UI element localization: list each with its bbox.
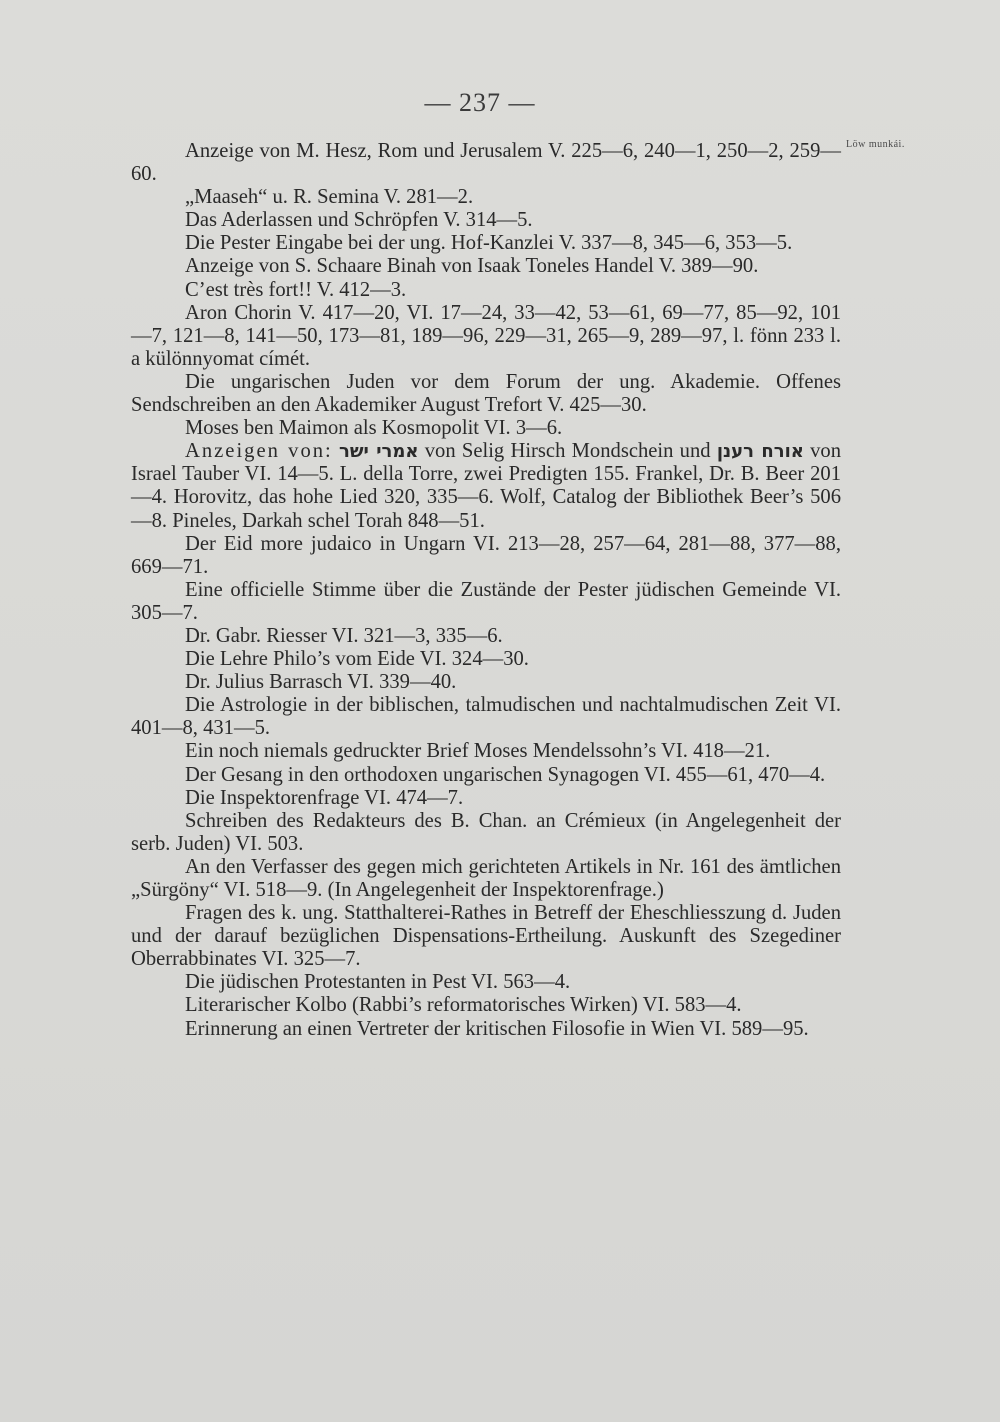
entry: Der Eid more judaico in Ungarn VI. 213—28, 257—64, 281—88, 377—88, 669—71. [131, 532, 841, 578]
entry: Schreiben des Redakteurs des B. Chan. an Crémieux (in Angelegenheit der serb. Juden) VI. 503. [131, 809, 841, 855]
entry: Literarischer Kolbo (Rabbi’s reformatorisches Wirken) VI. 583—4. [185, 994, 742, 1017]
entry: Eine officielle Stimme über die Zustände der Pester jüdischen Gemeinde VI. 305—7. [131, 578, 841, 624]
entry: Das Aderlassen und Schröpfen V. 314—5. [185, 209, 533, 232]
hebrew-title-1: אמרי ישר [339, 441, 419, 463]
entry: Die Pester Eingabe bei der ung. Hof-Kanzlei V. 337—8, 345—6, 353—5. [185, 232, 793, 255]
anzeigen-lead: Anzeigen von: [185, 440, 333, 463]
anzeigen-text-2: von Israel Tauber VI. 14—5. L. della Torre, zwei Predigten 155. Frankel, Dr. B. Beer 201—4. Horovitz, das hohe Lied 320, 335—6. Wolf, Catalog der Bibliothek Beer’s 506—8. Pineles, Darkah schel Torah 848—51. [131, 440, 842, 532]
entry: „Maaseh“ u. R. Semina V. 281—2. [185, 186, 474, 209]
entry: Die ungarischen Juden vor dem Forum der ung. Akademie. Offenes Sendschreiben an den Akademiker August Trefort V. 425—30. [131, 370, 841, 417]
hebrew-title-2: אורח רענן [716, 441, 804, 463]
entry: Anzeige von S. Schaare Binah von Isaak Toneles Handel V. 389—90. [185, 255, 759, 278]
entry: Dr. Gabr. Riesser VI. 321—3, 335—6. [185, 624, 503, 647]
anzeigen-entry [131, 440, 841, 532]
entry: Aron Chorin V. 417—20, VI. 17—24, 33—42, 53—61, 69—77, 85—92, 101—7, 121—8, 141—50, 173—81, 189—96, 229—31, 265—9, 289—97, l. fönn 233 l. a különnyomat címét. [131, 301, 841, 370]
entry: Moses ben Maimon als Kosmopolit VI. 3—6. [185, 417, 563, 440]
entry: Fragen des k. ung. Statthalterei-Rathes in Betreff der Eheschliesszung d. Juden und der darauf bezüglichen Dispensations-Ertheilung. Auskunft des Szegediner Oberrabbinates VI. 325—7. [131, 902, 841, 971]
entry: Die Lehre Philo’s vom Eide VI. 324—30. [185, 648, 529, 671]
entry: Erinnerung an einen Vertreter der kritischen Filosofie in Wien VI. 589—95. [185, 1017, 809, 1040]
entry: Anzeige von M. Hesz, Rom und Jerusalem V. 225—6, 240—1, 250—2, 259—60. [131, 140, 841, 186]
ownership-stamp: Löw munkái. [846, 139, 905, 150]
page-number: — 237 — [424, 88, 536, 117]
entry: Die jüdischen Protestanten in Pest VI. 563—4. [185, 971, 571, 994]
entry: C’est très fort!! V. 412—3. [185, 278, 407, 301]
index-entries [131, 140, 841, 1041]
entry: Ein noch niemals gedruckter Brief Moses Mendelssohn’s VI. 418—21. [185, 740, 771, 763]
entry: An den Verfasser des gegen mich gerichteten Artikels in Nr. 161 des ämtlichen „Sürgöny“ VI. 518—9. (In Angelegenheit der Inspektorenfrage.) [131, 855, 841, 901]
entry: Der Gesang in den orthodoxen ungarischen Synagogen VI. 455—61, 470—4. [185, 763, 826, 786]
anzeigen-text-1: von Selig Hirsch Mondschein und [424, 440, 711, 463]
entry: Dr. Julius Barrasch VI. 339—40. [185, 671, 457, 694]
entry: Die Astrologie in der biblischen, talmudischen und nachtalmudischen Zeit VI. 401—8, 431—5. [131, 694, 841, 740]
entry: Die Inspektorenfrage VI. 474—7. [185, 786, 464, 809]
